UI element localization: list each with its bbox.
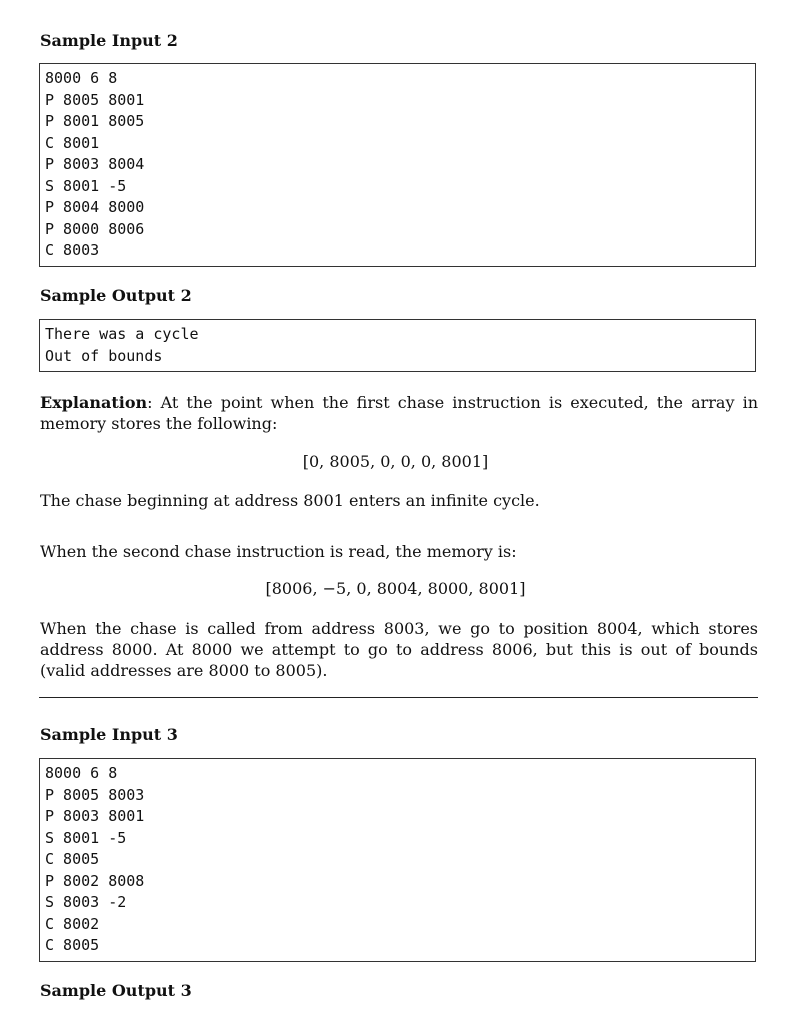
explanation-intro-text: : At the point when the first chase instruction is executed, the array in memory stores the following: (40, 393, 758, 433)
code-line: S 8001 -5 (45, 828, 127, 847)
sample-input-2-heading: Sample Input 2 (40, 31, 178, 50)
code-line: C 8003 (45, 241, 100, 259)
code-line: P 8003 8001 (45, 807, 145, 825)
explanation-label: Explanation (40, 393, 148, 412)
code-line: P 8003 8004 (45, 155, 145, 173)
sample-input-3-heading: Sample Input 3 (40, 725, 178, 744)
code-line: P 8004 8000 (45, 198, 145, 216)
code-line: C 8005 (45, 850, 100, 868)
code-line: S 8001 -5 (45, 176, 127, 195)
sample-output-3-heading: Sample Output 3 (40, 981, 192, 1000)
code-line: P 8005 8001 (45, 90, 145, 109)
code-line: C 8002 (45, 914, 100, 933)
code-line: 8000 6 8 (45, 69, 118, 87)
code-line: P 8000 8006 (45, 219, 145, 238)
section-divider (39, 697, 758, 698)
code-line: Out of bounds (45, 346, 163, 365)
memory-array-2: [8006, −5, 0, 8004, 8000, 8001] (265, 579, 526, 598)
memory-array-1: [0, 8005, 0, 0, 0, 8001] (302, 452, 489, 471)
code-line: 8000 6 8 (45, 764, 118, 782)
explanation-intro (40, 392, 758, 434)
sample-input-3-box (39, 758, 756, 962)
explanation-second-intro: When the second chase instruction is read, the memory is: (40, 542, 517, 561)
explanation-after-first: The chase beginning at address 8001 enters an infinite cycle. (40, 491, 540, 510)
code-line: S 8003 -2 (45, 893, 127, 911)
code-line: P 8001 8005 (45, 112, 145, 130)
code-line: P 8002 8008 (45, 871, 145, 890)
sample-output-2-heading: Sample Output 2 (40, 286, 192, 305)
code-line: There was a cycle (45, 325, 199, 343)
sample-input-2-box (39, 63, 756, 267)
code-line: C 8005 (45, 936, 100, 954)
code-line: C 8001 (45, 133, 100, 152)
code-line: P 8005 8003 (45, 785, 145, 804)
sample-output-2-box (39, 319, 756, 372)
explanation-closing: When the chase is called from address 8003, we go to position 8004, which stores address 8000. At 8000 we attempt to go to address 8006, but this is out of bounds (valid addresses are 8000 to 8005). (40, 619, 758, 680)
